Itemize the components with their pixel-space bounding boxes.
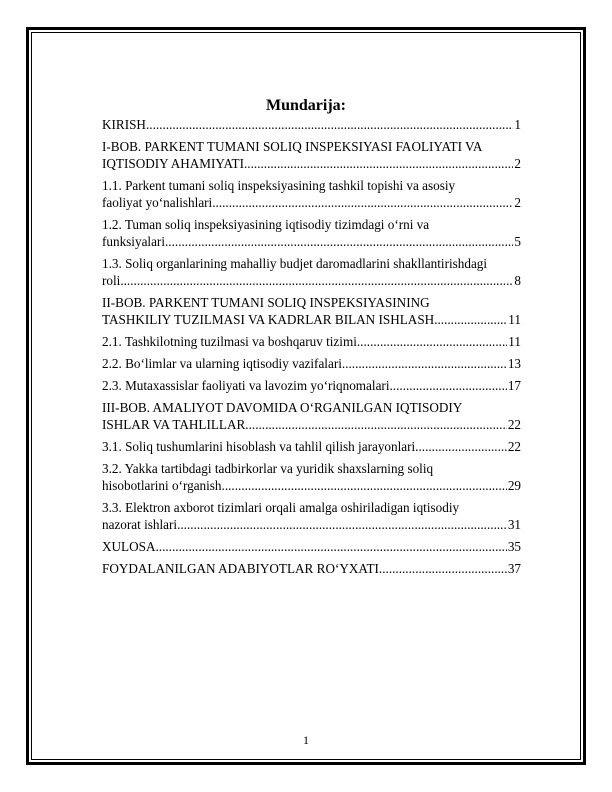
toc-entry bbox=[102, 333, 521, 350]
toc-entry-title: FOYDALANILGAN ADABIYOTLAR RO‘YXATI bbox=[102, 561, 379, 576]
dot-leader bbox=[379, 560, 507, 577]
toc-entry-page: 2 bbox=[514, 195, 521, 210]
table-of-contents bbox=[102, 116, 521, 577]
toc-entry bbox=[102, 560, 521, 577]
toc-entry bbox=[102, 177, 521, 211]
dot-leader bbox=[222, 477, 507, 494]
toc-entry-line bbox=[102, 416, 521, 433]
toc-entry-title: funksiyalari bbox=[102, 234, 165, 249]
toc-entry-line bbox=[102, 194, 521, 211]
toc-entry bbox=[102, 294, 521, 328]
dot-leader bbox=[155, 538, 506, 555]
toc-entry-title: XULOSA bbox=[102, 539, 156, 554]
dot-leader bbox=[165, 233, 513, 250]
toc-entry-heading-line: 3.3. Elektron axborot tizimlari orqali amalga oshiriladigan iqtisodiy bbox=[102, 500, 460, 515]
toc-entry-page: 37 bbox=[507, 561, 521, 576]
toc-entry-line bbox=[102, 516, 521, 533]
toc-entry-line bbox=[102, 355, 521, 372]
toc-entry bbox=[102, 255, 521, 289]
toc-entry bbox=[102, 538, 521, 555]
toc-entry-line bbox=[102, 272, 521, 289]
toc-entry-title: faoliyat yo‘nalishlari bbox=[102, 195, 213, 210]
toc-entry bbox=[102, 138, 521, 172]
toc-entry-page: 11 bbox=[508, 334, 521, 349]
toc-entry-line bbox=[102, 116, 521, 133]
toc-entry-heading-line: 1.3. Soliq organlarining mahalliy budjet daromadlarini shakllantirishdagi bbox=[102, 256, 488, 271]
dot-leader bbox=[177, 516, 507, 533]
toc-entry-page: 22 bbox=[507, 417, 521, 432]
toc-entry-page: 1 bbox=[514, 117, 521, 132]
toc-entry bbox=[102, 499, 521, 533]
dot-leader bbox=[245, 416, 507, 433]
toc-entry-title: 2.3. Mutaxassislar faoliyati va lavozim yo‘riqnomalari bbox=[102, 378, 390, 393]
dot-leader bbox=[415, 438, 507, 455]
toc-entry-page: 29 bbox=[507, 478, 521, 493]
toc-entry-page: 17 bbox=[507, 378, 521, 393]
toc-entry-heading-line: II-BOB. PARKENT TUMANI SOLIQ INSPEKSIYASINING bbox=[102, 295, 430, 310]
toc-entry-heading-line: I-BOB. PARKENT TUMANI SOLIQ INSPEKSIYASI FAOLIYATI VA bbox=[102, 139, 483, 154]
toc-entry-line bbox=[102, 560, 521, 577]
toc-entry bbox=[102, 355, 521, 372]
toc-entry-heading-line: 3.2. Yakka tartibdagi tadbirkorlar va yuridik shaxslarning soliq bbox=[102, 461, 434, 476]
toc-entry-page: 35 bbox=[507, 539, 521, 554]
toc-entry-heading-line: 1.1. Parkent tumani soliq inspeksiyasining tashkil topishi va asosiy bbox=[102, 178, 456, 193]
toc-entry-page: 8 bbox=[514, 273, 521, 288]
toc-entry-line bbox=[102, 377, 521, 394]
toc-entry-title: TASHKILIY TUZILMASI VA KADRLAR BILAN ISHLASH bbox=[102, 312, 435, 327]
toc-entry-line bbox=[102, 477, 521, 494]
dot-leader bbox=[212, 194, 513, 211]
dot-leader bbox=[345, 355, 507, 372]
toc-entry-heading-line: 1.2. Tuman soliq inspeksiyasining iqtisodiy tizimdagi o‘rni va bbox=[102, 217, 430, 232]
toc-entry-page: 22 bbox=[507, 439, 521, 454]
dot-leader bbox=[434, 311, 507, 328]
dot-leader bbox=[390, 377, 507, 394]
toc-entry bbox=[102, 116, 521, 133]
toc-entry-title: ISHLAR VA TAHLILLAR bbox=[102, 417, 246, 432]
toc-entry-line bbox=[102, 155, 521, 172]
toc-entry-heading-line: III-BOB. AMALIYOT DAVOMIDA O‘RGANILGAN IQTISODIY bbox=[102, 400, 463, 415]
toc-entry-page: 13 bbox=[507, 356, 521, 371]
toc-entry-page: 11 bbox=[508, 312, 521, 327]
toc-title: Mundarija: bbox=[266, 97, 346, 114]
toc-entry bbox=[102, 399, 521, 433]
toc-entry-line bbox=[102, 333, 521, 350]
toc-entry-line bbox=[102, 538, 521, 555]
toc-entry-line bbox=[102, 438, 521, 455]
toc-entry-title: roli bbox=[102, 273, 121, 288]
toc-entry bbox=[102, 377, 521, 394]
toc-entry bbox=[102, 460, 521, 494]
toc-entry-title: nazorat ishlari bbox=[102, 517, 178, 532]
toc-entry-line bbox=[102, 233, 521, 250]
toc-entry-line bbox=[102, 311, 521, 328]
toc-entry-title: 2.1. Tashkilotning tuzilmasi va boshqaruv tizimi bbox=[102, 334, 357, 349]
toc-entry bbox=[102, 216, 521, 250]
toc-entry-title: KIRISH bbox=[102, 117, 146, 132]
toc-entry-page: 5 bbox=[514, 234, 521, 249]
dot-leader bbox=[357, 333, 507, 350]
toc-entry-page: 31 bbox=[507, 517, 521, 532]
dot-leader bbox=[120, 272, 513, 289]
toc-entry bbox=[102, 438, 521, 455]
dot-leader bbox=[146, 116, 513, 133]
toc-entry-title: hisobotlarini o‘rganish bbox=[102, 478, 222, 493]
page-number: 1 bbox=[303, 733, 309, 747]
toc-entry-title: 3.1. Soliq tushumlarini hisoblash va tahlil qilish jarayonlari bbox=[102, 439, 416, 454]
dot-leader bbox=[244, 155, 513, 172]
toc-entry-title: 2.2. Bo‘limlar va ularning iqtisodiy vazifalari. bbox=[102, 356, 346, 371]
toc-entry-page: 2 bbox=[514, 156, 521, 171]
toc-entry-title: IQTISODIY AHAMIYATI bbox=[102, 156, 244, 171]
